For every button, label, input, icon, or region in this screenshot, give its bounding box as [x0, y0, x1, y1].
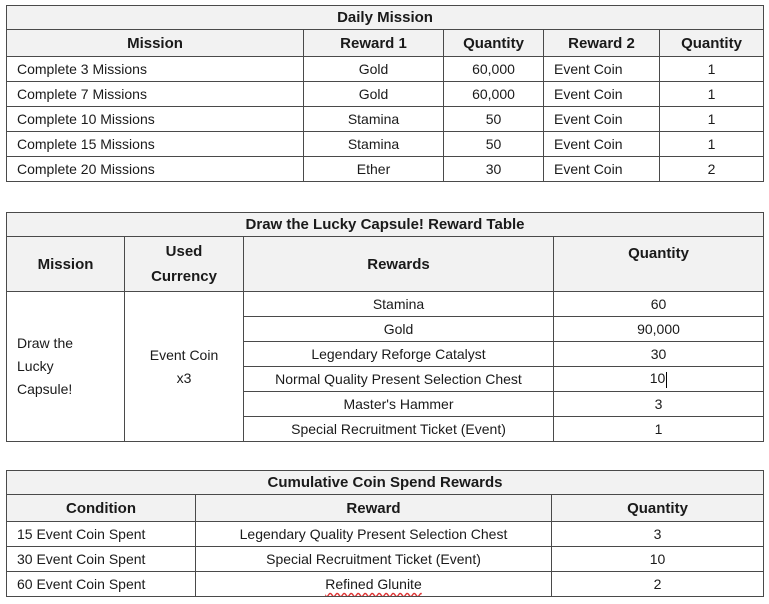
header-quantity: Quantity — [554, 237, 764, 292]
condition-cell[interactable]: 15 Event Coin Spent — [7, 522, 196, 547]
header-rewards: Rewards — [244, 237, 554, 292]
table-row — [7, 522, 764, 547]
reward-cell[interactable]: Legendary Reforge Catalyst — [244, 342, 554, 367]
mission-line: Draw the — [17, 335, 74, 351]
quantity-2-cell[interactable]: 1 — [660, 82, 764, 107]
table-row — [7, 82, 764, 107]
quantity-cell[interactable]: 10 — [552, 547, 764, 572]
table-row — [7, 132, 764, 157]
lucky-capsule-title: Draw the Lucky Capsule! Reward Table — [7, 213, 764, 237]
quantity-2-cell[interactable]: 1 — [660, 132, 764, 157]
quantity-2-cell[interactable]: 2 — [660, 157, 764, 182]
reward-1-cell[interactable]: Gold — [304, 82, 444, 107]
quantity-2-cell[interactable]: 1 — [660, 107, 764, 132]
capsule-currency-cell[interactable] — [125, 292, 244, 442]
header-mission: Mission — [7, 237, 125, 292]
table-row — [7, 107, 764, 132]
header-reward-1: Reward 1 — [304, 30, 444, 57]
quantity-1-cell[interactable]: 50 — [444, 132, 544, 157]
condition-cell[interactable]: 60 Event Coin Spent — [7, 572, 196, 597]
condition-cell[interactable]: 30 Event Coin Spent — [7, 547, 196, 572]
daily-mission-title: Daily Mission — [7, 6, 764, 30]
header-condition: Condition — [7, 495, 196, 522]
reward-cell[interactable]: Gold — [244, 317, 554, 342]
header-quantity-1: Quantity — [444, 30, 544, 57]
header-used-currency — [125, 237, 244, 292]
reward-1-cell[interactable]: Stamina — [304, 132, 444, 157]
table-row — [7, 547, 764, 572]
quantity-cell[interactable]: 30 — [554, 342, 764, 367]
spellcheck-text: Refined Glunite — [325, 576, 422, 592]
table-row — [7, 292, 764, 317]
mission-line: Capsule! — [17, 381, 73, 397]
quantity-value: 10 — [649, 370, 666, 387]
reward-cell[interactable]: Special Recruitment Ticket (Event) — [244, 417, 554, 442]
reward-cell[interactable]: Legendary Quality Present Selection Chest — [196, 522, 552, 547]
header-mission: Mission — [7, 30, 304, 57]
quantity-cell[interactable]: 90,000 — [554, 317, 764, 342]
reward-1-cell[interactable]: Stamina — [304, 107, 444, 132]
reward-cell[interactable]: Stamina — [244, 292, 554, 317]
mission-cell[interactable]: Complete 7 Missions — [7, 82, 304, 107]
mission-cell[interactable]: Complete 10 Missions — [7, 107, 304, 132]
mission-cell[interactable]: Complete 3 Missions — [7, 57, 304, 82]
quantity-1-cell[interactable]: 30 — [444, 157, 544, 182]
reward-2-cell[interactable]: Event Coin — [544, 107, 660, 132]
quantity-1-cell[interactable]: 60,000 — [444, 82, 544, 107]
reward-2-cell[interactable]: Event Coin — [544, 157, 660, 182]
table-row — [7, 572, 764, 597]
cumulative-spend-table — [6, 470, 764, 597]
header-reward: Reward — [196, 495, 552, 522]
mission-cell[interactable]: Complete 20 Missions — [7, 157, 304, 182]
reward-1-cell[interactable]: Ether — [304, 157, 444, 182]
header-quantity: Quantity — [552, 495, 764, 522]
currency-line: Event Coin — [149, 346, 219, 363]
quantity-1-cell[interactable]: 50 — [444, 107, 544, 132]
quantity-cell-active[interactable] — [554, 367, 764, 392]
reward-cell[interactable]: Master's Hammer — [244, 392, 554, 417]
table-row — [7, 157, 764, 182]
quantity-2-cell[interactable]: 1 — [660, 57, 764, 82]
header-used-currency-line2: Currency — [151, 268, 217, 285]
quantity-cell[interactable]: 3 — [552, 522, 764, 547]
cumulative-spend-title: Cumulative Coin Spend Rewards — [7, 471, 764, 495]
text-caret — [666, 372, 667, 388]
daily-mission-table — [6, 5, 764, 182]
mission-cell[interactable]: Complete 15 Missions — [7, 132, 304, 157]
reward-2-cell[interactable]: Event Coin — [544, 57, 660, 82]
reward-cell[interactable]: Special Recruitment Ticket (Event) — [196, 547, 552, 572]
mission-line: Lucky — [17, 358, 54, 374]
reward-1-cell[interactable]: Gold — [304, 57, 444, 82]
quantity-1-cell[interactable]: 60,000 — [444, 57, 544, 82]
lucky-capsule-table — [6, 212, 764, 442]
quantity-cell[interactable]: 3 — [554, 392, 764, 417]
reward-2-cell[interactable]: Event Coin — [544, 82, 660, 107]
quantity-cell[interactable]: 60 — [554, 292, 764, 317]
currency-line: x3 — [176, 369, 192, 386]
reward-cell[interactable]: Normal Quality Present Selection Chest — [244, 367, 554, 392]
table-row — [7, 57, 764, 82]
capsule-mission-cell[interactable] — [7, 292, 125, 442]
reward-cell[interactable] — [196, 572, 552, 597]
header-quantity-2: Quantity — [660, 30, 764, 57]
header-used-currency-line1: Used — [165, 243, 203, 260]
quantity-cell[interactable]: 2 — [552, 572, 764, 597]
quantity-cell[interactable]: 1 — [554, 417, 764, 442]
reward-2-cell[interactable]: Event Coin — [544, 132, 660, 157]
header-reward-2: Reward 2 — [544, 30, 660, 57]
